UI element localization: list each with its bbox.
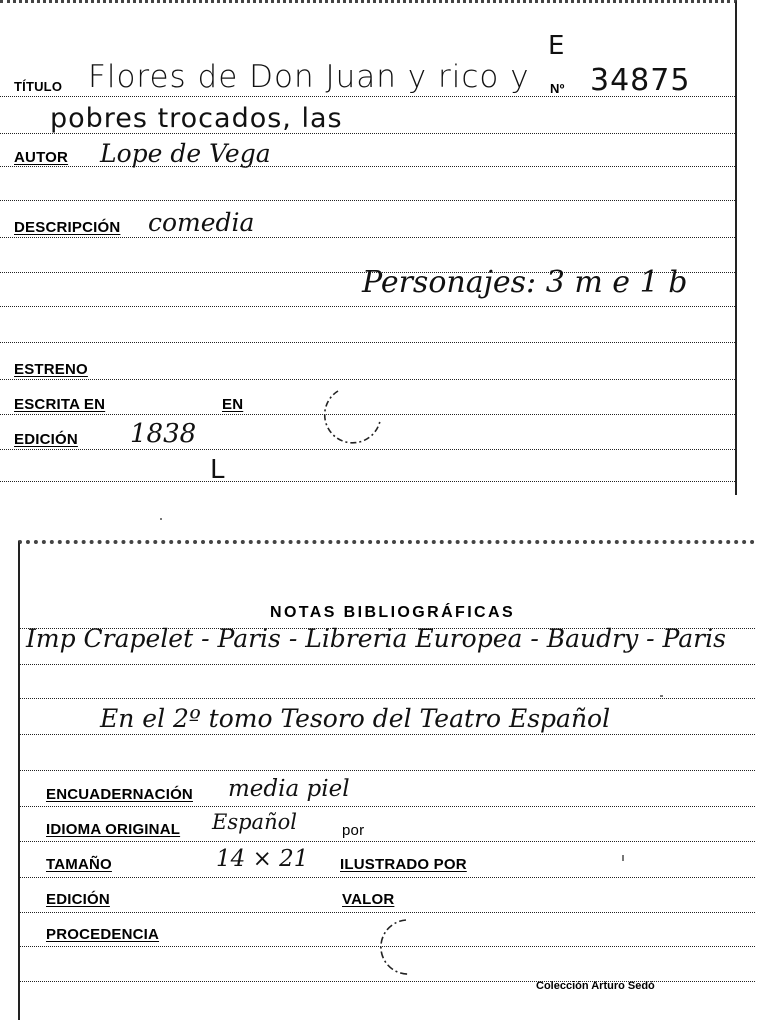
ruled-line <box>0 306 735 307</box>
ilustrado-por-label: ILUSTRADO POR <box>340 856 467 873</box>
notas-line2-handwritten: En el 2º tomo Tesoro del Teatro Español <box>100 704 611 733</box>
faded-stamp-circle <box>318 381 388 451</box>
titulo-handwritten: Flores de Don Juan y rico y <box>88 59 530 95</box>
encuadernacion-label: ENCUADERNACIÓN <box>46 786 193 803</box>
edicion-label: EDICIÓN <box>14 431 78 448</box>
descripcion-label: DESCRIPCIÓN <box>14 219 121 236</box>
ruled-line <box>20 806 755 807</box>
edicion-label-bottom: EDICIÓN <box>46 891 110 908</box>
faded-stamp-circle <box>366 916 426 980</box>
ruled-line <box>0 342 735 343</box>
ruled-line <box>0 200 735 201</box>
numero-label: Nº <box>550 81 565 96</box>
notas-line1-handwritten: Imp Crapelet - Paris - Libreria Europea - Baudry - Paris <box>26 624 726 653</box>
ruled-line <box>20 664 755 665</box>
ruled-line <box>20 912 755 913</box>
tamano-label: TAMAÑO <box>46 856 112 873</box>
ruled-line <box>0 379 735 380</box>
catalog-letter: E <box>548 31 565 61</box>
autor-label: AUTOR <box>14 149 69 166</box>
estreno-label: ESTRENO <box>14 361 88 378</box>
procedencia-label: PROCEDENCIA <box>46 926 160 943</box>
autor-handwritten: Lope de Vega <box>100 139 271 168</box>
encuadernacion-handwritten: media piel <box>228 776 350 802</box>
valor-label: VALOR <box>342 891 395 908</box>
escrita-en-label: ESCRITA EN <box>14 396 106 413</box>
notas-heading: NOTAS BIBLIOGRÁFICAS <box>270 604 516 621</box>
ruled-line <box>20 734 755 735</box>
tamano-handwritten: 14 × 21 <box>216 846 309 872</box>
descripcion-handwritten: comedia <box>148 208 255 237</box>
titulo-label: TÍTULO <box>14 79 63 94</box>
scan-speck <box>160 518 162 520</box>
collection-credit: Colección Arturo Sedó <box>536 980 655 992</box>
ruled-line <box>20 770 755 771</box>
scan-speck <box>660 695 663 697</box>
catalog-card-top <box>0 0 737 495</box>
edicion-year-handwritten: 1838 <box>130 419 197 449</box>
titulo-line2-handwritten: pobres trocados, las <box>50 103 343 134</box>
por-label: por <box>342 822 365 839</box>
en-label: EN <box>222 396 244 413</box>
idioma-original-label: IDIOMA ORIGINAL <box>46 821 181 838</box>
ruled-line <box>0 237 735 238</box>
ruled-line <box>20 877 755 878</box>
ruled-line <box>0 481 735 482</box>
scan-speck <box>622 855 624 861</box>
handwritten-mark: L <box>210 455 225 485</box>
catalog-card-bottom <box>18 540 755 1020</box>
personajes-handwritten: Personajes: 3 m e 1 b <box>362 265 688 300</box>
ruled-line <box>20 698 755 699</box>
ruled-line <box>20 841 755 842</box>
numero-handwritten: 34875 <box>590 63 691 98</box>
idioma-handwritten: Español <box>212 810 297 834</box>
